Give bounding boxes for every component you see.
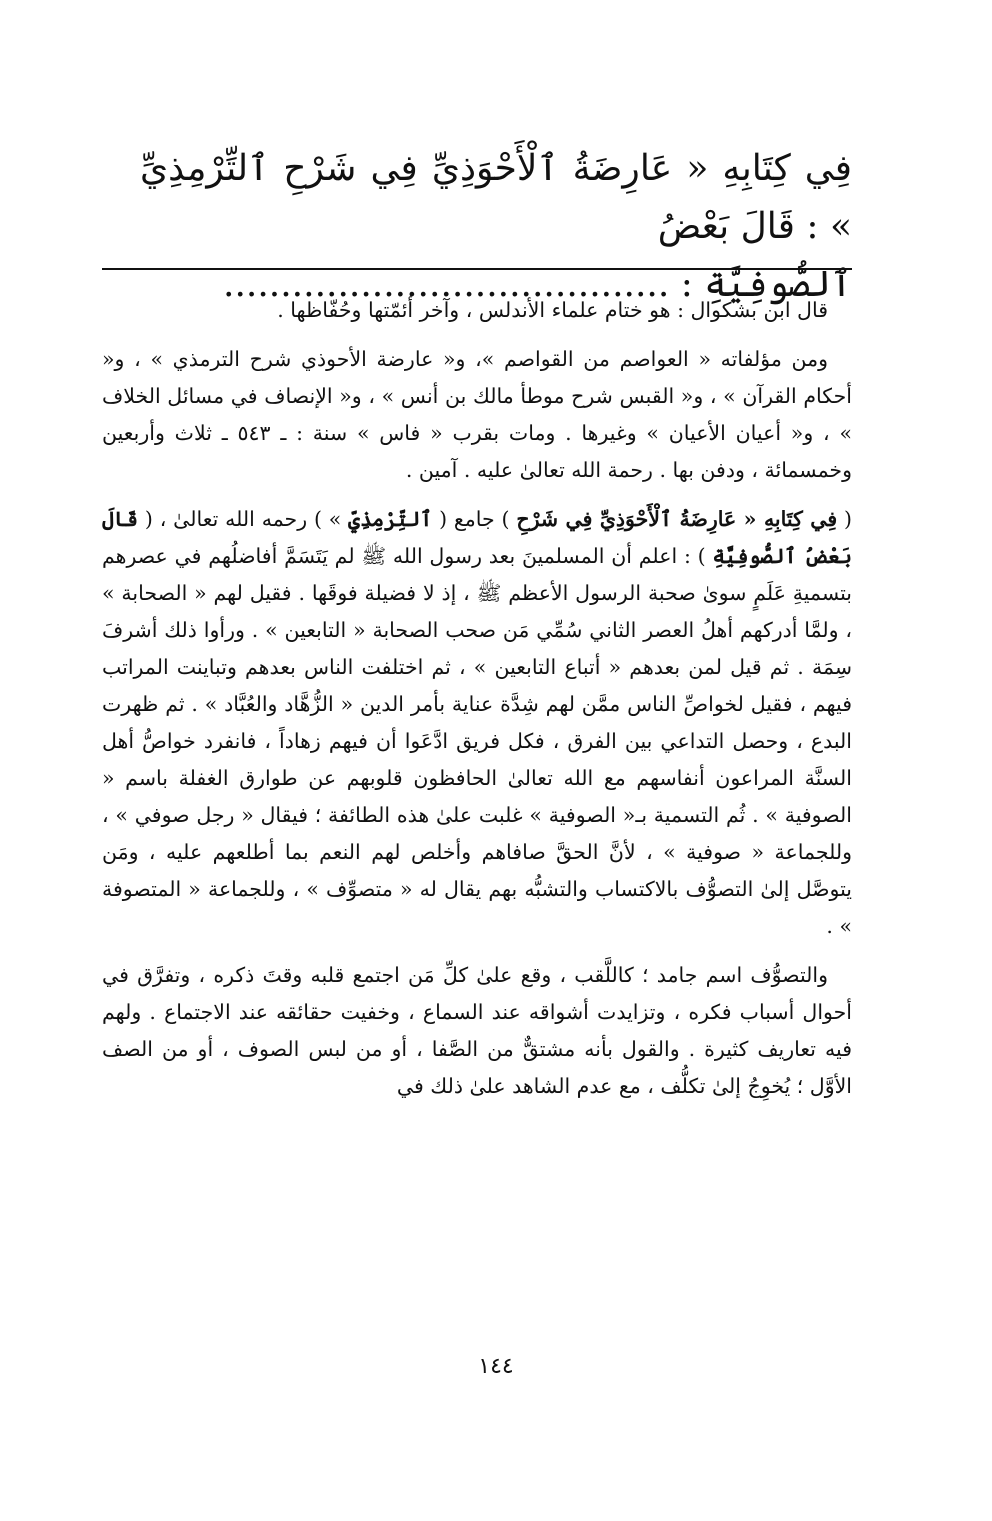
footnotes-block — [102, 292, 852, 1117]
main-text-line-1: فِي كِتَابِهِ « عَارِضَةُ ٱلْأَحْوَذِيِّ فِي شَرْحِ ٱلتِّرْمِذِيِّ » : قَالَ بَعْضُ — [140, 148, 852, 247]
footnote-paragraph-3 — [102, 501, 852, 945]
footnote-3-quoted-tirmidhi: ٱلتِّرْمِذِيِّ — [348, 507, 433, 531]
ellipsis-dots: ....................................... — [223, 264, 670, 305]
footnote-separator-rule — [102, 268, 852, 270]
footnote-3-connector-1: ) جامع ( — [432, 507, 517, 531]
footnote-paragraph-2: ومن مؤلفاته « العواصم من القواصم »، و« عارضة الأحوذي شرح الترمذي » ، و« أحكام القرآن » ، و« القبس شرح موطأ مالك بن أنس » ، و« الإنصاف في مسائل الخلاف » ، و« أعيان الأعيان » وغيرها . ومات بقرب « فاس » سنة : ـ ٥٤٣ ـ ثلاث وأربعين وخمسمائة ، ودفن بها . رحمة الله تعالىٰ عليه . آمين . — [102, 347, 852, 482]
footnote-3-connector-2: » ) رحمه الله تعالىٰ ، ( — [138, 507, 349, 531]
main-text-block — [140, 140, 852, 314]
footnote-paragraph-4: والتصوُّف اسم جامد ؛ كاللَّقب ، وقع علىٰ كلِّ مَن اجتمع قلبه وقتَ ذكره ، وتفرَّق في أحوال أسباب فكره ، وتزايدت أشواقه عند السماع ، وخفيت حقائقه عند الاجتماع . ولهم فيه تعاريف كثيرة . والقول بأنه مشتقٌّ من الصَّفا ، أو من لبس الصوف ، أو من الصف الأوَّل ؛ يُخوِجُ إلىٰ تكلُّف ، مع عدم الشاهد علىٰ ذلك في — [102, 963, 852, 1098]
main-text-line-2-words: ٱلصُّوفِيَّةِ : — [680, 264, 852, 305]
footnote-3-quoted-sufis: قَالَ بَعْضُ ٱلصُّوفِيَّةِ — [102, 507, 852, 568]
footnote-paragraph-1: قال ابن بشكوال : هو ختام علماء الأندلس ، وآخر أئمّتها وحُفّاظها . — [277, 298, 828, 322]
footnote-3-open: ( — [837, 507, 852, 531]
page-number: ١٤٤ — [478, 1354, 514, 1379]
footnote-3-body: ) : اعلم أن المسلمينَ بعد رسول الله ﷺ لم يَتَسَمَّ أفاضلُهم في عصرهم بتسميةِ عَلَمٍ سوىٰ صحبة الرسول الأعظم ﷺ ، إذ لا فضيلة فوقَها . فقيل لهم « الصحابة » ، ولمَّا أدركهم أهلُ العصر الثاني سُمِّي مَن صحب الصحابة « التابعين » . ورأوا ذلك أشرفَ سِمَة . ثم قيل لمن بعدهم « أتباع التابعين » ، ثم اختلفت الناس بعدهم وتباينت المراتب فيهم ، فقيل لخواصِّ الناس ممَّن لهم شِدَّة عناية بأمر الدين « الزُّهَّاد والعُبَّاد » . ثم ظهرت البدع ، وحصل التداعي بين الفرق ، فكل فريق ادَّعَوا أن فيهم زهاداً ، فانفرد خواصُّ أهل السنَّة المراعون أنفاسهم مع الله تعالىٰ الحافظون قلوبهم عن طوارق الغفلة باسم « الصوفية » . ثُم التسمية بـ« الصوفية » غلبت علىٰ هذه الطائفة ؛ فيقال « رجل صوفي » ، وللجماعة « صوفية » ، لأنَّ الحقَّ صافاهم وأخلص لهم النعم بما أطلعهم عليه ، ومَن يتوصَّل إلىٰ التصوُّف بالاكتساب والتشبُّه بهم يقال له « متصوِّف » ، وللجماعة « المتصوفة » . — [102, 544, 852, 938]
footnote-3-quoted-title: فِي كِتَابِهِ « عَارِضَةُ ٱلْأَحْوَذِيِّ فِي شَرْحِ — [516, 507, 838, 531]
